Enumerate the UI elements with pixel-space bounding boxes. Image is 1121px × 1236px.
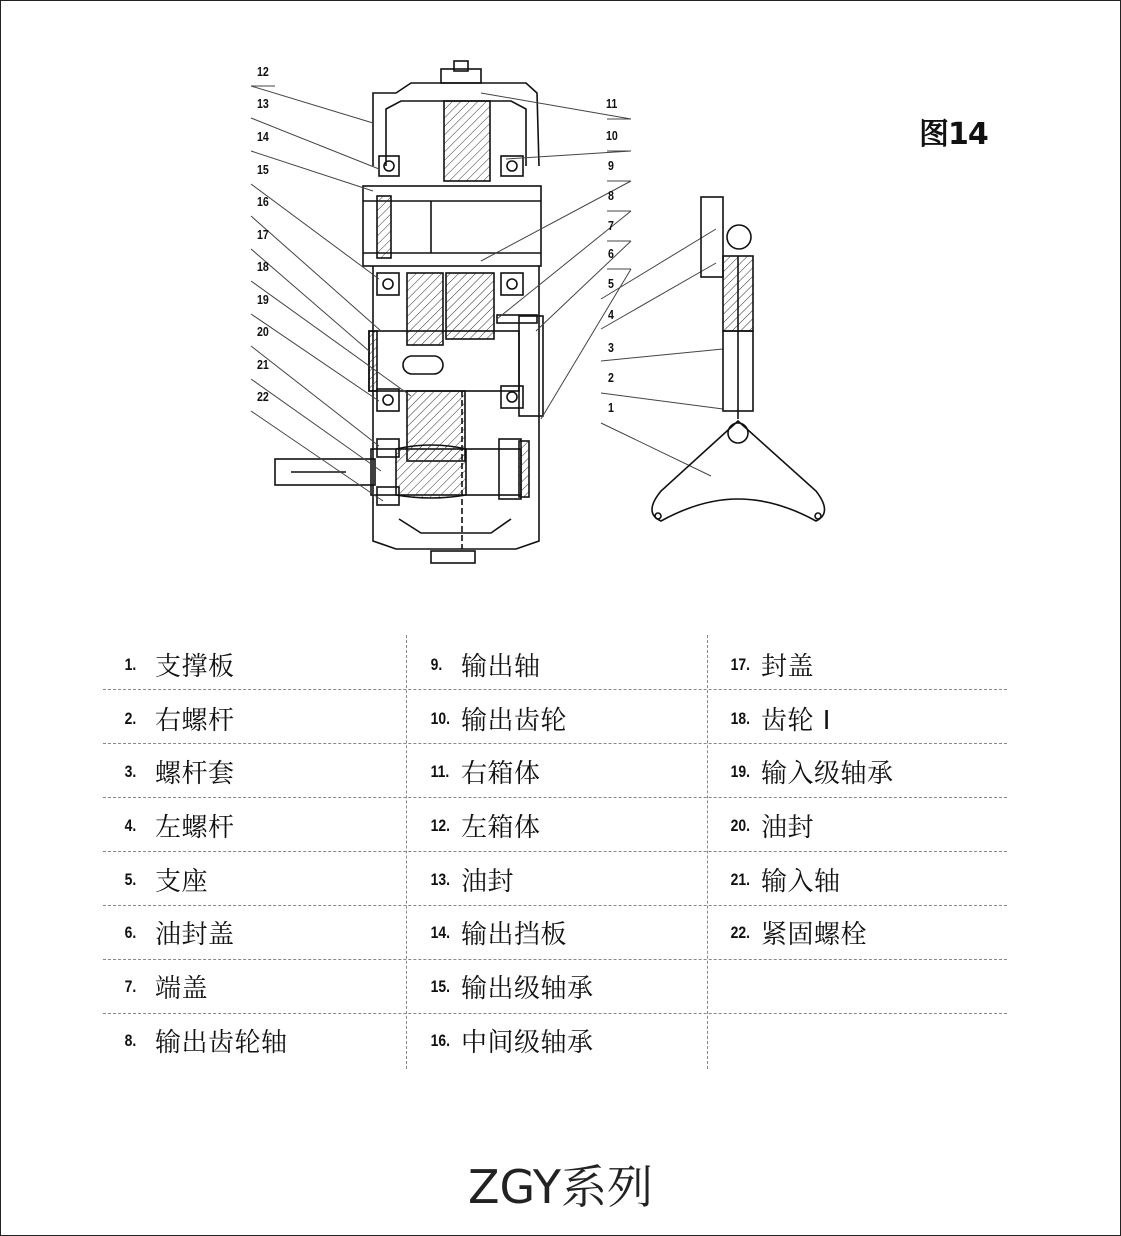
part-number: 6. — [124, 922, 137, 942]
part-name: 左螺杆 — [155, 813, 235, 843]
part-number: 3. — [124, 761, 137, 781]
callout-3: 3 — [608, 341, 614, 355]
callout-underlines — [251, 86, 631, 269]
part-number: 19. — [730, 761, 751, 781]
part-row — [411, 745, 541, 798]
callout-18: 18 — [257, 260, 269, 274]
part-name: 输出齿轮轴 — [155, 1028, 288, 1058]
part-row — [411, 906, 567, 959]
row-divider — [103, 797, 1007, 798]
callout-4: 4 — [608, 308, 614, 322]
part-name: 右螺杆 — [155, 706, 235, 736]
part-row — [711, 638, 814, 691]
part-name: 输出齿轮 — [461, 706, 568, 736]
support-assembly — [652, 197, 825, 521]
part-name: 油封 — [761, 813, 815, 843]
part-name: 紧固螺栓 — [761, 920, 868, 950]
series-title: ZGY系列 — [468, 1160, 653, 1214]
part-row — [711, 906, 867, 959]
callout-2: 2 — [608, 371, 614, 385]
row-divider — [103, 851, 1007, 852]
part-name: 输出挡板 — [461, 920, 568, 950]
part-row — [411, 692, 567, 745]
part-name: 端盖 — [155, 974, 209, 1004]
part-number: 15. — [430, 976, 451, 996]
part-number: 20. — [730, 815, 751, 835]
callout-1: 1 — [608, 401, 614, 415]
part-number: 14. — [430, 922, 451, 942]
callout-20: 20 — [257, 325, 269, 339]
callout-8: 8 — [608, 189, 614, 203]
part-number: 13. — [430, 869, 451, 889]
part-row — [105, 638, 235, 691]
part-row — [105, 745, 235, 798]
callout-17: 17 — [257, 228, 269, 242]
part-row — [711, 745, 894, 798]
part-row — [411, 853, 514, 906]
part-number: 18. — [730, 708, 751, 728]
callout-22: 22 — [257, 390, 269, 404]
part-name: 齿轮 I — [761, 706, 831, 736]
callout-13: 13 — [257, 97, 269, 111]
part-name: 输出轴 — [461, 652, 541, 682]
callout-19: 19 — [257, 293, 269, 307]
callout-7: 7 — [608, 219, 614, 233]
callout-16: 16 — [257, 195, 269, 209]
part-row — [711, 692, 831, 745]
part-row — [105, 960, 208, 1013]
part-name: 油封 — [461, 867, 515, 897]
part-name: 中间级轴承 — [461, 1028, 594, 1058]
part-number: 16. — [430, 1030, 451, 1050]
part-number: 2. — [124, 708, 137, 728]
part-row — [411, 799, 541, 852]
callout-11: 11 — [606, 97, 618, 111]
part-number: 10. — [430, 708, 451, 728]
part-name: 封盖 — [761, 652, 815, 682]
column-divider — [406, 635, 407, 1069]
part-row — [105, 799, 235, 852]
part-row — [105, 692, 235, 745]
part-row — [411, 1014, 594, 1067]
part-name: 支座 — [155, 867, 209, 897]
callout-15: 15 — [257, 163, 269, 177]
part-name: 左箱体 — [461, 813, 541, 843]
part-row — [411, 638, 541, 691]
part-name: 输入轴 — [761, 867, 841, 897]
row-divider — [103, 689, 1007, 690]
part-number: 8. — [124, 1030, 137, 1050]
part-name: 支撑板 — [155, 652, 235, 682]
part-row — [105, 853, 208, 906]
row-divider — [103, 959, 1007, 960]
part-number: 21. — [730, 869, 751, 889]
callout-12: 12 — [257, 65, 269, 79]
part-name: 螺杆套 — [155, 759, 235, 789]
column-divider — [707, 635, 708, 1069]
part-number: 7. — [124, 976, 137, 996]
row-divider — [103, 1013, 1007, 1014]
callout-14: 14 — [257, 130, 269, 144]
row-divider — [103, 905, 1007, 906]
part-number: 4. — [124, 815, 137, 835]
callout-6: 6 — [608, 247, 614, 261]
part-name: 右箱体 — [461, 759, 541, 789]
callout-5: 5 — [608, 277, 614, 291]
part-number: 5. — [124, 869, 137, 889]
part-row — [105, 1014, 288, 1067]
figure-label: 图14 — [919, 117, 988, 152]
gearbox-section-view — [275, 61, 543, 563]
row-divider — [103, 743, 1007, 744]
part-name: 油封盖 — [155, 920, 235, 950]
callout-10: 10 — [606, 129, 618, 143]
part-number: 17. — [730, 654, 751, 674]
part-number: 11. — [430, 761, 450, 781]
part-number: 22. — [730, 922, 751, 942]
part-number: 12. — [430, 815, 451, 835]
part-row — [105, 906, 235, 959]
callout-21: 21 — [257, 358, 269, 372]
part-row — [711, 853, 841, 906]
part-name: 输出级轴承 — [461, 974, 594, 1004]
part-number: 9. — [430, 654, 443, 674]
part-name: 输入级轴承 — [761, 759, 894, 789]
gearbox-assembly-drawing — [1, 1, 1120, 601]
part-row — [711, 799, 814, 852]
callout-9: 9 — [608, 159, 614, 173]
part-row — [411, 960, 594, 1013]
part-number: 1. — [124, 654, 137, 674]
